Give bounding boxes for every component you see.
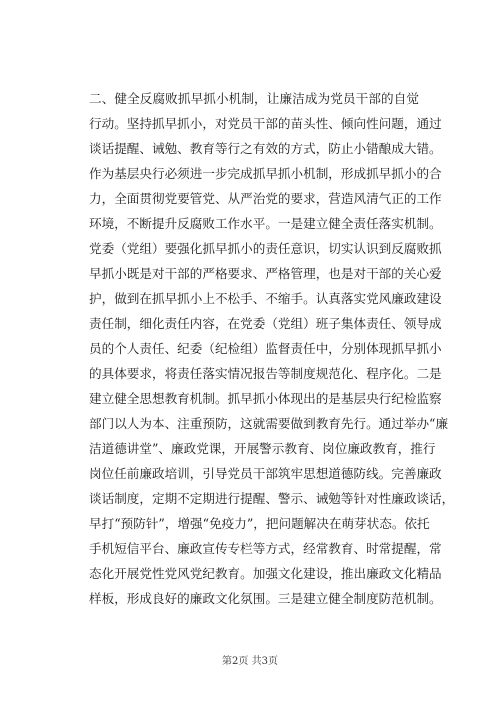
text-line: 早打“预防针”，增强“免疫力”，把问题解决在萌芽状态。依托 bbox=[89, 516, 430, 531]
text-line: 岗位任前廉政培训，引导党员干部筑牢思想道德防线。完善廉政 bbox=[89, 466, 442, 481]
text-line: 态化开展党性党风党纪教育。加强文化建设，推出廉政文化精品 bbox=[89, 566, 442, 581]
text-line: 党委（党组）要强化抓早抓小的责任意识，切实认识到反腐败抓 bbox=[89, 241, 442, 256]
text-line: 建立健全思想教育机制。抓早抓小体现出的是基层央行纪检监察 bbox=[89, 391, 442, 406]
text-line: 部门以人为本、注重预防，这就需要做到教育先行。通过举办“廉 bbox=[89, 416, 449, 431]
text-line: 样板，形成良好的廉政文化氛围。三是建立健全制度防范机制。 bbox=[89, 591, 442, 606]
text-line: 谈话制度，定期不定期进行提醒、警示、诫勉等针对性廉政谈话， bbox=[89, 491, 455, 506]
body-paragraph bbox=[89, 86, 455, 611]
text-line: 的具体要求，将责任落实情况报告等制度规范化、程序化。二是 bbox=[89, 366, 442, 381]
text-line: 责任制，细化责任内容，在党委（党组）班子集体责任、领导成 bbox=[89, 316, 442, 331]
text-line: 洁道德讲堂”、廉政党课，开展警示教育、岗位廉政教育，推行 bbox=[89, 441, 436, 456]
text-line: 行动。坚持抓早抓小，对党员干部的苗头性、倾向性问题，通过 bbox=[89, 116, 442, 131]
text-line: 作为基层央行必须进一步完成抓早抓小机制，形成抓早抓小的合 bbox=[89, 166, 442, 181]
text-line: 力，全面贯彻党要管党、从严治党的要求，营造风清气正的工作 bbox=[89, 191, 442, 206]
text-line: 手机短信平台、廉政宣传专栏等方式，经常教育、时常提醒，常 bbox=[89, 541, 442, 556]
text-line: 环境，不断提升反腐败工作水平。一是建立健全责任落实机制。 bbox=[89, 216, 442, 231]
text-line: 早抓小既是对干部的严格要求、严格管理，也是对干部的关心爱 bbox=[89, 266, 442, 281]
text-line: 员的个人责任、纪委（纪检组）监督责任中，分别体现抓早抓小 bbox=[89, 341, 442, 356]
text-line: 护，做到在抓早抓小上不松手、不缩手。认真落实党风廉政建设 bbox=[89, 291, 442, 306]
text-line: 谈话提醒、诫勉、教育等行之有效的方式，防止小错酿成大错。 bbox=[89, 141, 442, 156]
page-number-footer: 第2页 共3页 bbox=[222, 656, 278, 667]
text-line: 二、健全反腐败抓早抓小机制，让廉洁成为党员干部的自觉 bbox=[89, 91, 419, 106]
